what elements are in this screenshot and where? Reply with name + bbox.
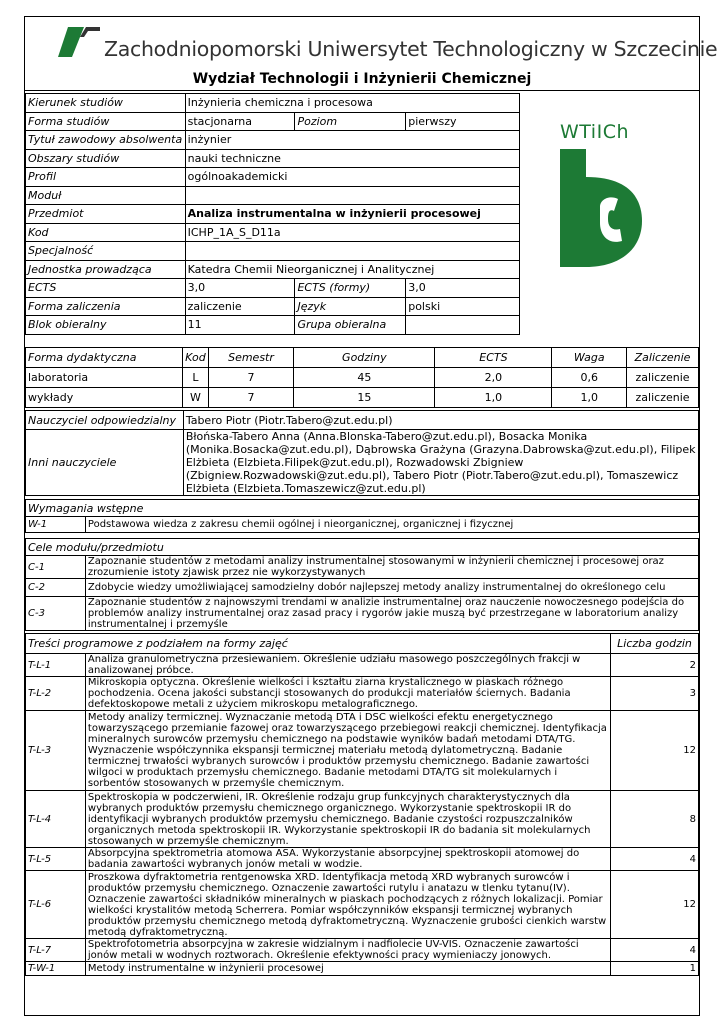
label-obszary: Obszary studiów bbox=[26, 149, 186, 168]
forms-header-forma: Forma dydaktyczna bbox=[26, 348, 183, 368]
goal-code: C-2 bbox=[26, 579, 86, 597]
faculty-logo-icon bbox=[560, 149, 642, 267]
forms-header-waga: Waga bbox=[552, 348, 627, 368]
label-grupa: Grupa obieralna bbox=[295, 316, 406, 335]
value-zaliczenie: zaliczenie bbox=[185, 297, 295, 316]
program-hours: 12 bbox=[611, 871, 699, 939]
label-specjalnosc: Specjalność bbox=[26, 242, 186, 261]
table-row bbox=[26, 939, 699, 962]
goal-text: Zapoznanie studentów z najnowszymi trendami w analizie instrumentalnej oraz nauczenie nowoczesnego podejścia do problemów analizy instrumentalnej oraz zasad pracy i rygorów jakie muszą być przestrzegane w laboratorium analizy instrumentalnej i przemyśle bbox=[85, 597, 698, 631]
value-specjalnosc bbox=[185, 242, 519, 261]
value-tytul: inżynier bbox=[185, 131, 519, 150]
requirements-table bbox=[25, 499, 699, 533]
label-responsible-teacher: Nauczyciel odpowiedzialny bbox=[26, 411, 184, 430]
requirements-title: Wymagania wstępne bbox=[26, 500, 699, 517]
table-row bbox=[26, 848, 699, 871]
label-przedmiot: Przedmiot bbox=[26, 205, 186, 224]
program-code: T-L-6 bbox=[26, 871, 86, 939]
value-przedmiot: Analiza instrumentalna w inżynierii procesowej bbox=[185, 205, 519, 224]
value-jezyk: polski bbox=[406, 297, 520, 316]
value-ects-formy: 3,0 bbox=[406, 279, 520, 298]
table-row bbox=[26, 711, 699, 791]
program-hours: 1 bbox=[611, 962, 699, 976]
program-code: T-L-4 bbox=[26, 791, 86, 848]
program-code: T-L-5 bbox=[26, 848, 86, 871]
table-row bbox=[26, 368, 699, 388]
value-jednostka: Katedra Chemii Nieorganicznej i Analitycznej bbox=[185, 260, 519, 279]
program-hours: 2 bbox=[611, 654, 699, 677]
university-name: Zachodniopomorski Uniwersytet Technologiczny w Szczecinie bbox=[104, 37, 718, 61]
program-hours: 4 bbox=[611, 939, 699, 962]
faculty-title: Wydział Technologii i Inżynierii Chemicznej bbox=[192, 71, 532, 87]
label-blok: Blok obieralny bbox=[26, 316, 186, 335]
forms-cell: 1,0 bbox=[435, 388, 552, 408]
forms-cell: 1,0 bbox=[552, 388, 627, 408]
forms-cell: 7 bbox=[208, 388, 294, 408]
program-hours: 4 bbox=[611, 848, 699, 871]
label-ects-formy: ECTS (formy) bbox=[295, 279, 406, 298]
table-row bbox=[26, 962, 699, 976]
forms-cell: W bbox=[183, 388, 209, 408]
table-row bbox=[26, 388, 699, 408]
program-table bbox=[25, 633, 699, 976]
value-obszary: nauki techniczne bbox=[185, 149, 519, 168]
label-modul: Moduł bbox=[26, 186, 186, 205]
forms-header-kod: Kod bbox=[183, 348, 209, 368]
forms-header-semestr: Semestr bbox=[208, 348, 294, 368]
value-poziom: pierwszy bbox=[406, 112, 520, 131]
program-text: Analiza granulometryczna przesiewaniem. Określenie udziału masowego poszczególnych frakcji w analizowanej próbce. bbox=[85, 654, 610, 677]
forms-cell: L bbox=[183, 368, 209, 388]
goal-code: C-3 bbox=[26, 597, 86, 631]
value-forma: stacjonarna bbox=[185, 112, 295, 131]
forms-cell: 0,6 bbox=[552, 368, 627, 388]
program-code: T-L-7 bbox=[26, 939, 86, 962]
program-text: Proszkowa dyfraktometria rentgenowska XRD. Identyfikacja metodą XRD wybranych surowców i produktów przemysłu chemicznego. Oznaczenie zawartości rutylu i anatazu w tlenku tytanu(IV). Oznaczenie zawartości składników mineralnych w piaskach pochodzących z różnych lokalizacji. Pomiar wielkości krystalitów metodą Scherrera. Pomiar współczynników ekspansji termicznej wybranych produktów przemysłu chemicznego metodą dyfraktometryczną. Wyznaczenie grubości cienkich warstw metodą dyfraktometryczną. bbox=[85, 871, 610, 939]
value-kod: ICHP_1A_S_D11a bbox=[185, 223, 519, 242]
table-row bbox=[26, 579, 699, 597]
forms-cell: zaliczenie bbox=[627, 368, 699, 388]
program-text: Spektroskopia w podczerwieni, IR. Określenie rodzaju grup funkcyjnych charakterystycznych dla wybranych produktów przemysłu chemicznego organicznego. Wykorzystanie spektroskopii IR do identyfikacji wybranych produktów przemysłu chemicznego. Badanie czystości rozpuszczalników organicznych metoda spektroskopii IR. Wykorzystanie spektroskopii IR do badania sit molekularnych stosowanych w przemyśle chemicznym. bbox=[85, 791, 610, 848]
label-poziom: Poziom bbox=[295, 112, 406, 131]
program-hours-header: Liczba godzin bbox=[611, 634, 699, 654]
program-hours: 3 bbox=[611, 677, 699, 711]
course-info-table bbox=[25, 93, 520, 335]
forms-cell: 2,0 bbox=[435, 368, 552, 388]
goals-table bbox=[25, 538, 699, 631]
teachers-table bbox=[25, 410, 699, 496]
program-title: Treści programowe z podziałem na formy zajęć bbox=[26, 634, 611, 654]
value-kierunek: Inżynieria chemiczna i procesowa bbox=[185, 94, 519, 113]
label-jezyk: Język bbox=[295, 297, 406, 316]
value-blok: 11 bbox=[185, 316, 295, 335]
program-code: T-W-1 bbox=[26, 962, 86, 976]
value-ects: 3,0 bbox=[185, 279, 295, 298]
program-text: Absorpcyjna spektrometria atomowa ASA. Wykorzystanie absorpcyjnej spektroskopii atomowej do badania zawartości wybranych jonów metali w wodzie. bbox=[85, 848, 610, 871]
forms-cell: zaliczenie bbox=[627, 388, 699, 408]
program-code: T-L-2 bbox=[26, 677, 86, 711]
label-forma: Forma studiów bbox=[26, 112, 186, 131]
forms-cell: 45 bbox=[294, 368, 435, 388]
forms-header-zaliczenie: Zaliczenie bbox=[627, 348, 699, 368]
forms-cell: 7 bbox=[208, 368, 294, 388]
program-text: Mikroskopia optyczna. Określenie wielkości i kształtu ziarna krystalicznego w piaskach różnego pochodzenia. Ocena jakości substancji stosowanych do produkcji materiałów ściernych. Badania defektoskopowe metali z użyciem mikroskopu metalograficznego. bbox=[85, 677, 610, 711]
program-text: Metody instrumentalne w inżynierii procesowej bbox=[85, 962, 610, 976]
label-zaliczenie: Forma zaliczenia bbox=[26, 297, 186, 316]
header bbox=[25, 17, 718, 91]
table-row bbox=[26, 597, 699, 631]
label-ects: ECTS bbox=[26, 279, 186, 298]
program-hours: 8 bbox=[611, 791, 699, 848]
program-text: Spektrofotometria absorpcyjna w zakresie widzialnym i nadfiolecie UV-VIS. Oznaczenie zawartości jonów metali w wodnych roztworach. Określenie efektywności pracy wymieniaczy jonowych. bbox=[85, 939, 610, 962]
table-row bbox=[26, 517, 699, 533]
label-tytul: Tytuł zawodowy absolwenta bbox=[26, 131, 186, 150]
table-row bbox=[26, 654, 699, 677]
label-profil: Profil bbox=[26, 168, 186, 187]
table-row bbox=[26, 556, 699, 579]
value-profil: ogólnoakademicki bbox=[185, 168, 519, 187]
university-logo-icon bbox=[58, 27, 100, 57]
program-code: T-L-1 bbox=[26, 654, 86, 677]
forms-cell: wykłady bbox=[26, 388, 183, 408]
label-kierunek: Kierunek studiów bbox=[26, 94, 186, 113]
goal-text: Zdobycie wiedzy umożliwiającej samodzielny dobór najlepszej metody analizy instrumentalnej do określonego celu bbox=[85, 579, 698, 597]
forms-header-godziny: Godziny bbox=[294, 348, 435, 368]
label-jednostka: Jednostka prowadząca bbox=[26, 260, 186, 279]
requirement-code: W-1 bbox=[26, 517, 86, 533]
goal-code: C-1 bbox=[26, 556, 86, 579]
table-row bbox=[26, 871, 699, 939]
document-frame bbox=[24, 16, 718, 1016]
value-grupa bbox=[406, 316, 520, 335]
value-other-teachers: Błońska-Tabero Anna (Anna.Blonska-Tabero@zut.edu.pl), Bosacka Monika (Monika.Bosacka@zut.edu.pl), Dąbrowska Grażyna (Grazyna.Dabrowska@zut.edu.pl), Filipek Elżbieta (Elzbieta.Filipek@zut.edu.pl), Rozwadowski Zbigniew (Zbigniew.Rozwadowski@zut.edu.pl), Tabero Piotr (Piotr.Tabero@zut.edu.pl), Tomaszewicz Elżbieta (Elzbieta.Tomaszewicz@zut.edu.pl) bbox=[183, 430, 698, 496]
table-row bbox=[26, 791, 699, 848]
goal-text: Zapoznanie studentów z metodami analizy instrumentalnej stosowanymi w inżynierii chemicznej i procesowej oraz zrozumienie istoty zjawisk przez nie wykorzystywanych bbox=[85, 556, 698, 579]
value-modul bbox=[185, 186, 519, 205]
forms-cell: laboratoria bbox=[26, 368, 183, 388]
forms-header-ects: ECTS bbox=[435, 348, 552, 368]
label-kod: Kod bbox=[26, 223, 186, 242]
forms-table bbox=[25, 347, 699, 408]
program-text: Metody analizy termicznej. Wyznaczanie metodą DTA i DSC wielkości efektu energetycznego towarzyszącego przemianie fazowej oraz towarzyszącego przebiegowi reakcji chemicznej. Identyfikacja mineralnych surowców przemysłu chemicznego na podstawie wyników badań metodami DTA/TG. Wyznaczenie współczynnika ekspansji termicznej materiału metodą dylatometryczną. Badanie termicznej trwałości wybranych surowców i produktów przemysłu chemicznego. Badanie zawartości wilgoci w produktach przemysłu chemicznego. Badanie metodami DTA/TG sit molekularnych i sorbentów stosowanych w przemyśle chemicznym. bbox=[85, 711, 610, 791]
requirement-text: Podstawowa wiedza z zakresu chemii ogólnej i nieorganicznej, organicznej i fizycznej bbox=[85, 517, 698, 533]
program-code: T-L-3 bbox=[26, 711, 86, 791]
label-other-teachers: Inni nauczyciele bbox=[26, 430, 184, 496]
program-hours: 12 bbox=[611, 711, 699, 791]
value-responsible-teacher: Tabero Piotr (Piotr.Tabero@zut.edu.pl) bbox=[183, 411, 698, 430]
table-row bbox=[26, 677, 699, 711]
forms-cell: 15 bbox=[294, 388, 435, 408]
goals-title: Cele modułu/przedmiotu bbox=[26, 539, 699, 556]
faculty-abbreviation: WTiICh bbox=[560, 121, 629, 143]
